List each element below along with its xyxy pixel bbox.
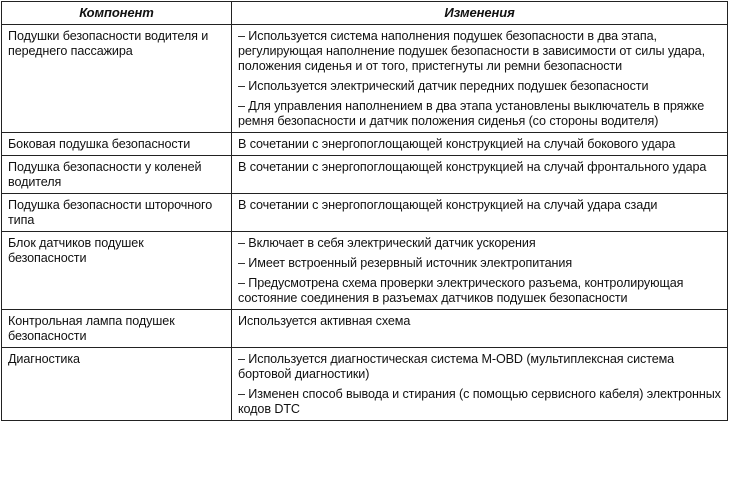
table-row [2,133,728,156]
table-row [2,232,728,310]
airbag-changes-table-container [1,1,727,421]
change-item: Используется активная схема [238,314,411,328]
table-row [2,156,728,194]
change-item: В сочетании с энергопоглощающей конструкцией на случай фронтального удара [238,160,707,174]
table-row [2,25,728,133]
changes-cell [232,310,728,348]
change-item: – Используется система наполнения подушек безопасности в два этапа, регулирующая наполнение подушек безопасности в зависимости от силы удара, положения сиденья и от того, пристегнуты ли ремни безопасности [238,29,705,73]
change-item: – Для управления наполнением в два этапа установлены выключатель в пряжке ремня безопасности и датчик положения сиденья (со стороны водителя) [238,99,705,128]
change-item: – Включает в себя электрический датчик ускорения [238,236,536,250]
table-row [2,310,728,348]
changes-cell [232,348,728,421]
changes-cell [232,25,728,133]
table-row [2,348,728,421]
component-cell: Боковая подушка безопасности [2,133,232,156]
changes-cell [232,133,728,156]
component-cell: Контрольная лампа подушек безопасности [2,310,232,348]
change-item: – Изменен способ вывода и стирания (с помощью сервисного кабеля) электронных кодов DTC [238,387,721,416]
table-row [2,194,728,232]
column-header-component: Компонент [2,2,232,25]
component-cell: Подушка безопасности шторочного типа [2,194,232,232]
change-item: – Предусмотрена схема проверки электрического разъема, контролирующая состояние соединения в разъемах датчиков подушек безопасности [238,276,684,305]
change-item: В сочетании с энергопоглощающей конструкцией на случай удара сзади [238,198,658,212]
component-cell: Подушки безопасности водителя и переднего пассажира [2,25,232,133]
table-header-row [2,2,728,25]
component-cell: Подушка безопасности у коленей водителя [2,156,232,194]
change-item: В сочетании с энергопоглощающей конструкцией на случай бокового удара [238,137,676,151]
column-header-changes: Изменения [232,2,728,25]
changes-cell [232,194,728,232]
change-item: – Имеет встроенный резервный источник электропитания [238,256,573,270]
changes-cell [232,232,728,310]
change-item: – Используется электрический датчик передних подушек безопасности [238,79,649,93]
changes-cell [232,156,728,194]
airbag-changes-table [1,1,728,421]
component-cell: Диагностика [2,348,232,421]
component-cell: Блок датчиков подушек безопасности [2,232,232,310]
change-item: – Используется диагностическая система M-OBD (мультиплексная система бортовой диагностики) [238,352,675,381]
